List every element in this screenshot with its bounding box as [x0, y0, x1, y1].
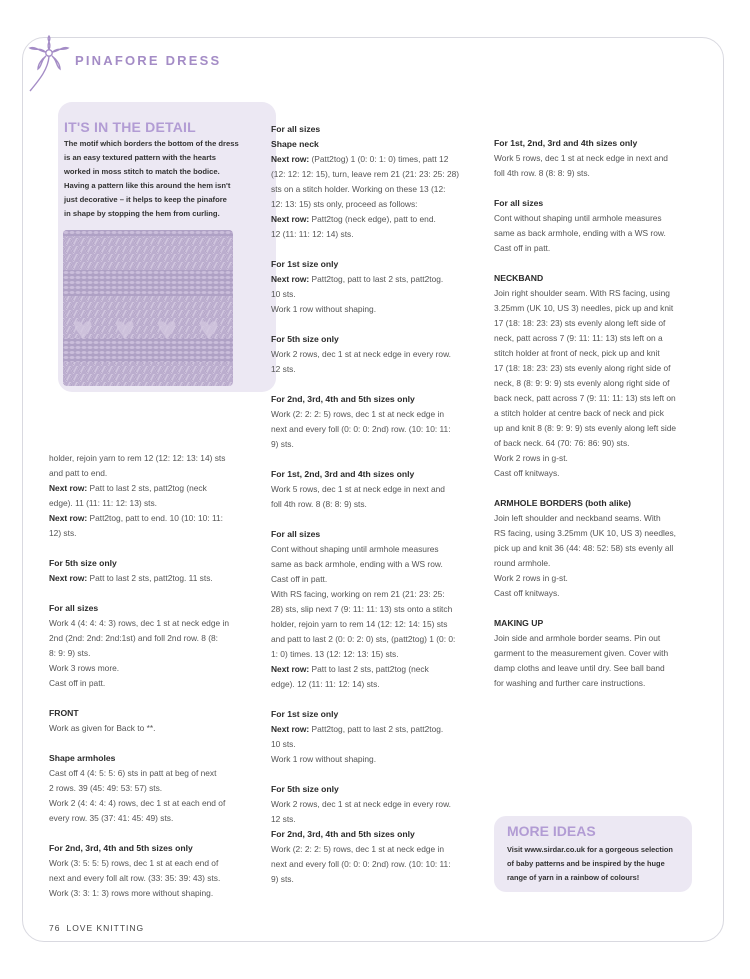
heading: FRONT [49, 708, 79, 718]
heading: For 5th size only [271, 784, 339, 794]
knitted-swatch-photo [63, 230, 233, 386]
more-ideas-title: MORE IDEAS [507, 823, 596, 839]
heading: For all sizes [271, 529, 321, 539]
heading: For 1st, 2nd, 3rd and 4th sizes only [271, 469, 415, 479]
heading: For 1st size only [271, 709, 339, 719]
heading: For 1st, 2nd, 3rd and 4th sizes only [494, 138, 638, 148]
page-footer [49, 923, 144, 933]
heading: For 2nd, 3rd, 4th and 5th sizes only [49, 843, 193, 853]
flower-icon [26, 33, 72, 93]
heading: For all sizes [271, 124, 321, 134]
column-2: For all sizes Shape neck Next row: (Patt2tog) 1 (0: 0: 1: 0) times, patt 12 (12: 12: 12: 15), turn, leave rem 21 (21: 23: 25: 28) sts on a stitch holder. Working on these 13 (12: 12: 13: 15) sts only, proceed as follows: Next row: Patt2tog (neck edge), patt to end. 12 (11: 11: 12: 14) sts. For 1st size only Next row: Patt2tog, patt to last 2 sts, patt2tog. 10 sts. Work 1 row without shaping. For 5th size only Work 2 rows, dec 1 st at neck edge in every row. 12 sts. For 2nd, 3rd, 4th and 5th sizes only Work (2: 2: 2: 5) rows, dec 1 st at neck edge in next and every foll (0: 0: 0: 2nd) row. (10: 10: 11: 9) sts. For 1st, 2nd, 3rd and 4th sizes only Work 5 rows, dec 1 st at neck edge in next and foll 4th row. 8 (8: 8: 9) sts. For all sizes Cont without shaping until armhole measures same as back armhole, ending with a WS row. Cast off in patt. With RS facing, working on rem 21 (21: 23: 25: 28) sts, slip next 7 (9: 11: 11: 13) sts onto a stitch holder, rejoin yarn to rem 14 (12: 12: 14: 15) sts and patt to last 2 (0: 0: 2: 0) sts, (patt2tog) 1 (0: 0: 1: 0) times. 13 (12: 12: 13: 15) sts. Next row: Patt to last 2 sts, patt2tog (neck edge). 12 (11: 11: 12: 14) sts. For 1st size only Next row: Patt2tog, patt to last 2 sts, patt2tog. 10 sts. Work 1 row without shaping. For 5th size only Work 2 rows, dec 1 st at neck edge in every row. 12 sts. For 2nd, 3rd, 4th and 5th sizes only Work (2: 2: 2: 5) rows, dec 1 st at neck edge in next and every foll (0: 0: 0: 2nd) row. (10: 10: 11: 9) sts. [271, 122, 493, 887]
heading: ARMHOLE BORDERS (both alike) [494, 498, 632, 508]
heading: NECKBAND [494, 273, 544, 283]
detail-title: IT'S IN THE DETAIL [64, 119, 196, 135]
page-number: 76 [49, 923, 61, 933]
detail-text: The motif which borders the bottom of the dress is an easy textured pattern with the hearts worked in moss stitch to match the bodice. Having a pattern like this around the hem isn't just decorative – it helps to keep the pinafore in shape by stopping the hem from curling. [64, 139, 239, 218]
heading: For 2nd, 3rd, 4th and 5th sizes only [271, 394, 415, 404]
heading: For 5th size only [49, 558, 117, 568]
section-title: PINAFORE DRESS [75, 53, 222, 68]
heading: For all sizes [494, 198, 544, 208]
heading: Shape armholes [49, 753, 116, 763]
heading: MAKING UP [494, 618, 544, 628]
heading: Shape neck [271, 139, 319, 149]
column-3: For 1st, 2nd, 3rd and 4th sizes only Work 5 rows, dec 1 st at neck edge in next and foll 4th row. 8 (8: 8: 9) sts. For all sizes Cont without shaping until armhole measures same as back armhole, ending with a WS row. Cast off in patt. NECKBAND Join right shoulder seam. With RS facing, using 3.25mm (UK 10, US 3) needles, pick up and knit 17 (18: 18: 23: 23) sts evenly along left side of neck, patt across 7 (9: 11: 11: 13) sts left on a stitch holder at front of neck, pick up and knit 17 (18: 18: 23: 23) sts evenly along right side of neck, 8 (8: 9: 9: 9) sts evenly along right side of back neck, patt across 7 (9: 11: 11: 13) sts left on a stitch holder at centre back of neck and pick up and knit 8 (8: 9: 9: 9) sts evenly along left side of back neck. 64 (70: 76: 86: 90) sts. Work 2 rows in g-st. Cast off knitways. ARMHOLE BORDERS (both alike) Join left shoulder and neckband seams. With RS facing, using 3.25mm (UK 10, US 3) needles, pick up and knit 36 (44: 48: 52: 58) sts evenly all round armhole. Work 2 rows in g-st. Cast off knitways. MAKING UP Join side and armhole border seams. Pin out garment to the measurement given. Cover with damp cloths and leave until dry. See ball band for washing and further care instructions. [494, 136, 716, 691]
heading: For 5th size only [271, 334, 339, 344]
column-1: holder, rejoin yarn to rem 12 (12: 12: 13: 14) sts and patt to end. Next row: Patt to last 2 sts, patt2tog (neck edge). 11 (11: 11: 12: 13) sts. Next row: Patt2tog, patt to end. 10 (10: 10: 11: 12) sts. For 5th size only Next row: Patt to last 2 sts, patt2tog. 11 sts. For all sizes Work 4 (4: 4: 4: 3) rows, dec 1 st at neck edge in 2nd (2nd: 2nd: 2nd:1st) and foll 2nd row. 8 (8: 8: 9: 9) sts. Work 3 rows more. Cast off in patt. FRONT Work as given for Back to **. Shape armholes Cast off 4 (4: 5: 5: 6) sts in patt at beg of next 2 rows. 39 (45: 49: 53: 57) sts. Work 2 (4: 4: 4: 4) rows, dec 1 st at each end of every row. 35 (37: 41: 45: 49) sts. For 2nd, 3rd, 4th and 5th sizes only Work (3: 5: 5: 5) rows, dec 1 st at each end of next and every foll alt row. (33: 35: 39: 43) sts. Work (3: 3: 1: 3) rows more without shaping. [49, 451, 271, 901]
publication-name: LOVE KNITTING [66, 923, 145, 933]
more-ideas-text: Visit www.sirdar.co.uk for a gorgeous selection of baby patterns and be inspired by the huge range of yarn in a rainbow of colours! [507, 845, 673, 882]
heading: For 2nd, 3rd, 4th and 5th sizes only [271, 829, 415, 839]
heading: For all sizes [49, 603, 99, 613]
heading: For 1st size only [271, 259, 339, 269]
